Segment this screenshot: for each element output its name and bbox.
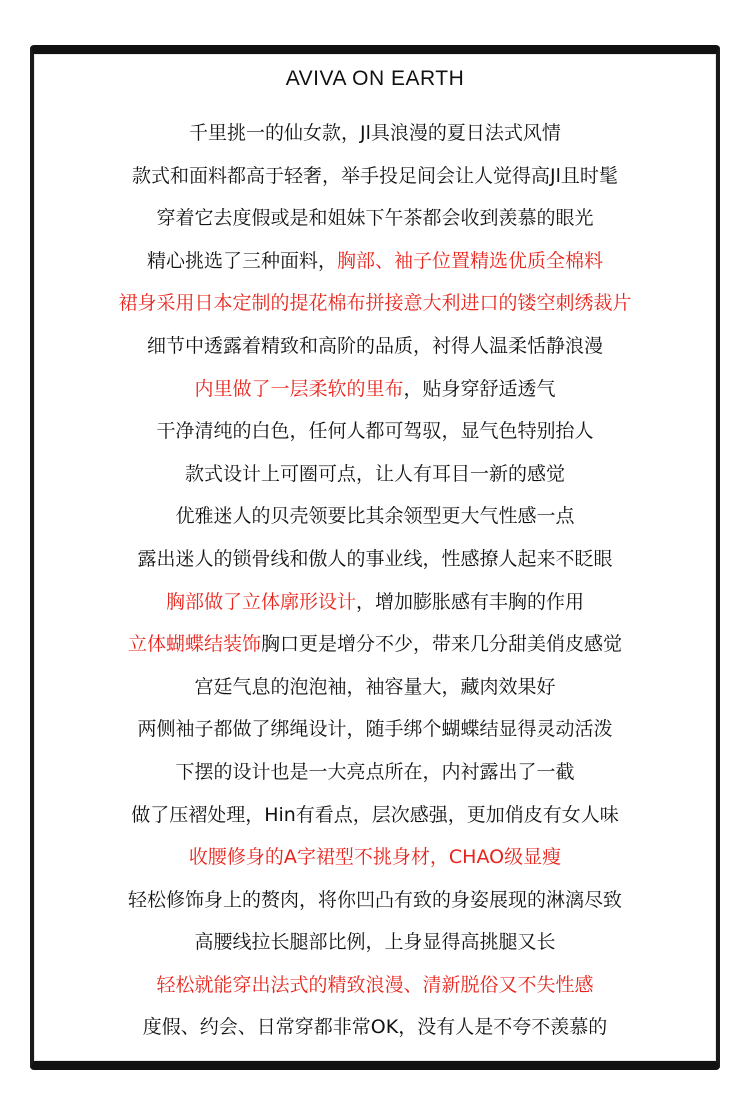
body-text: 胸口更是增分不少，带来几分甜美俏皮感觉 [261,633,623,656]
description-line [40,112,710,155]
description-line [40,538,710,581]
description-line [40,666,710,709]
description-line [40,410,710,453]
description-line [40,836,710,879]
body-text: 精心挑选了三种面料， [146,249,337,272]
description-line [40,197,710,240]
description-line [40,495,710,538]
body-text: 优雅迷人的贝壳领要比其余领型更大气性感一点 [175,505,575,528]
body-text: 款式和面料都高于轻奢，举手投足间会让人觉得高Jl且时髦 [132,164,618,187]
body-text: 露出迷人的锁骨线和傲人的事业线，性感撩人起来不眨眼 [137,547,613,570]
description-line [40,155,710,198]
body-text: 细节中透露着精致和高阶的品质，衬得人温柔恬静浪漫 [146,334,603,357]
description-lines [40,112,710,1049]
description-line [40,453,710,496]
highlight-text: 收腰修身的A字裙型不挑身材，CHAO级显瘦 [188,846,562,869]
page-title: AVIVA ON EARTH [285,67,465,90]
description-line [40,879,710,922]
highlight-text: 胸部做了立体廓形设计 [165,590,356,613]
highlight-text: 轻松就能穿出法式的精致浪漫、清新脱俗又不失性感 [156,973,594,996]
description-line [40,240,710,283]
body-text: 两侧袖子都做了绑绳设计，随手绑个蝴蝶结显得灵动活泼 [137,718,613,741]
highlight-text: 立体蝴蝶结装饰 [127,633,261,656]
description-line [40,368,710,411]
body-text: 下摆的设计也是一大亮点所在，内衬露出了一截 [175,760,575,783]
body-text: 做了压褶处理，Hin有看点，层次感强，更加俏皮有女人味 [131,803,619,826]
description-line [40,1006,710,1049]
body-text: ，增加膨胀感有丰胸的作用 [356,590,585,613]
highlight-text: 胸部、袖子位置精选优质全棉料 [337,249,604,272]
body-text: 款式设计上可圈可点，让人有耳目一新的感觉 [184,462,565,485]
highlight-text: 内里做了一层柔软的里布 [194,377,404,400]
description-line [40,708,710,751]
description-line [40,964,710,1007]
description-line [40,751,710,794]
description-line [40,282,710,325]
description-line [40,623,710,666]
body-text: 穿着它去度假或是和姐妹下午茶都会收到羡慕的眼光 [156,207,594,230]
body-text: ，贴身穿舒适透气 [403,377,556,400]
highlight-text: 裙身采用日本定制的提花棉布拼接意大利进口的镂空刺绣裁片 [118,292,632,315]
body-text: 干净清纯的白色，任何人都可驾驭，显气色特别抬人 [156,420,594,443]
body-text: 千里挑一的仙女款，Jl具浪漫的夏日法式风情 [189,122,561,144]
body-text: 宫廷气息的泡泡袖，袖容量大，藏肉效果好 [194,675,556,698]
body-text: 高腰线拉长腿部比例，上身显得高挑腿又长 [194,931,556,954]
description-line [40,794,710,837]
description-line [40,921,710,964]
description-line [40,325,710,368]
body-text: 轻松修饰身上的赘肉，将你凹凸有致的身姿展现的淋漓尽致 [127,888,622,911]
description-line [40,581,710,624]
body-text: 度假、约会、日常穿都非常OK，没有人是不夸不羡慕的 [142,1016,608,1039]
